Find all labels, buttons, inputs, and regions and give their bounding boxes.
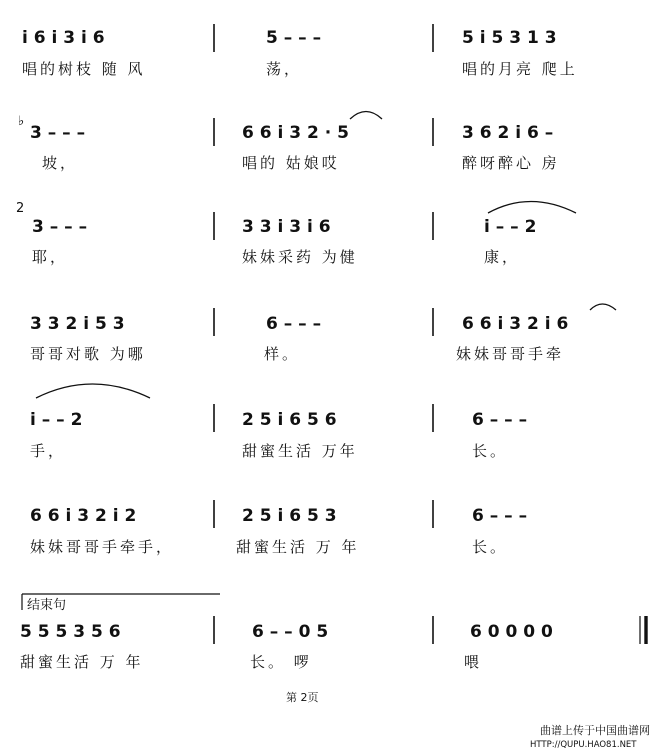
- lyric-line: 甜蜜生活 万 年: [236, 538, 360, 556]
- lyric-line: 妹妹哥哥手牵手，: [30, 538, 175, 556]
- lyric-line: 坡，: [42, 154, 79, 172]
- score-row: [22, 24, 578, 78]
- measure-notes: 5 – – –: [266, 28, 322, 48]
- lyric-line: 长。 啰: [250, 653, 312, 671]
- measure-notes: 2 5 i 6 5 3: [242, 506, 337, 526]
- measure-notes: i – – 2: [30, 410, 83, 430]
- measure-notes: 6 – – –: [266, 314, 322, 334]
- lyric-line: 唱的 姑娘哎: [242, 154, 340, 172]
- score-row: [30, 304, 616, 363]
- lyric-line: 醉呀醉心 房: [462, 154, 560, 172]
- measure-notes: 6 6 i 3 2 · 5: [242, 123, 349, 143]
- measure-notes: 5 5 5 3 5 6: [20, 622, 121, 642]
- measure-notes: i 6 i 3 i 6: [22, 28, 105, 48]
- measure-notes: 3 3 i 3 i 6: [242, 217, 331, 237]
- score-row: [16, 201, 576, 266]
- slur: [488, 202, 576, 214]
- lyric-line: 长。: [472, 538, 509, 556]
- measure-notes: 6 – – –: [472, 506, 528, 526]
- measure-notes: 5 i 5 3 1 3: [462, 28, 557, 48]
- measure-notes: 3 3 2 i 5 3: [30, 314, 125, 334]
- measure-notes: i – – 2: [484, 217, 537, 237]
- score-row: [18, 112, 560, 173]
- lyric-line: 妹妹哥哥手牵: [456, 345, 565, 363]
- measure-notes: 6 6 i 3 2 i 2: [30, 506, 137, 526]
- slur: [350, 112, 382, 120]
- measure-notes: 3 6 2 i 6 –: [462, 123, 554, 143]
- source-credit: 曲谱上传于中国曲谱网: [540, 724, 650, 737]
- measure-notes: 3 – – –: [32, 217, 88, 237]
- lyric-line: 妹妹采药 为健: [242, 248, 358, 266]
- measure-notes: 6 – – –: [472, 410, 528, 430]
- source-url: HTTP://QUPU.HAO81.NET: [530, 740, 637, 750]
- lyric-line: 样。: [264, 345, 301, 363]
- lyric-line: 哥哥对歌 为哪: [30, 345, 146, 363]
- lyric-line: 耶，: [32, 248, 69, 266]
- slur: [36, 384, 150, 398]
- lyric-line: 手，: [30, 442, 67, 460]
- lyric-line: 唱的月亮 爬上: [462, 60, 578, 78]
- score-row: [20, 616, 646, 671]
- score-row: [30, 500, 527, 556]
- lyric-line: 唱的树枝 随 风: [22, 60, 146, 78]
- lyric-line: 荡，: [266, 60, 303, 78]
- measure-notes: 6 – – 0 5: [252, 622, 329, 642]
- lyric-line: 甜蜜生活 万年: [242, 442, 358, 460]
- score-row: [30, 384, 527, 460]
- measure-notes: 6 6 i 3 2 i 6: [462, 314, 569, 334]
- slur: [590, 304, 616, 310]
- lyric-line: 甜蜜生活 万 年: [20, 653, 144, 671]
- lyric-line: 长。: [472, 442, 509, 460]
- flat-sign: ♭: [18, 114, 25, 129]
- ending-bracket: [22, 594, 220, 613]
- grace-note: 2: [16, 201, 25, 216]
- measure-notes: 6 0 0 0 0: [470, 622, 553, 642]
- lyric-line: 喂: [464, 653, 483, 671]
- measure-notes: 2 5 i 6 5 6: [242, 410, 337, 430]
- ending-label: 结束句: [27, 598, 67, 613]
- measure-notes: 3 – – –: [30, 123, 86, 143]
- lyric-line: 康，: [484, 248, 521, 266]
- page-number: 第 2页: [286, 691, 319, 704]
